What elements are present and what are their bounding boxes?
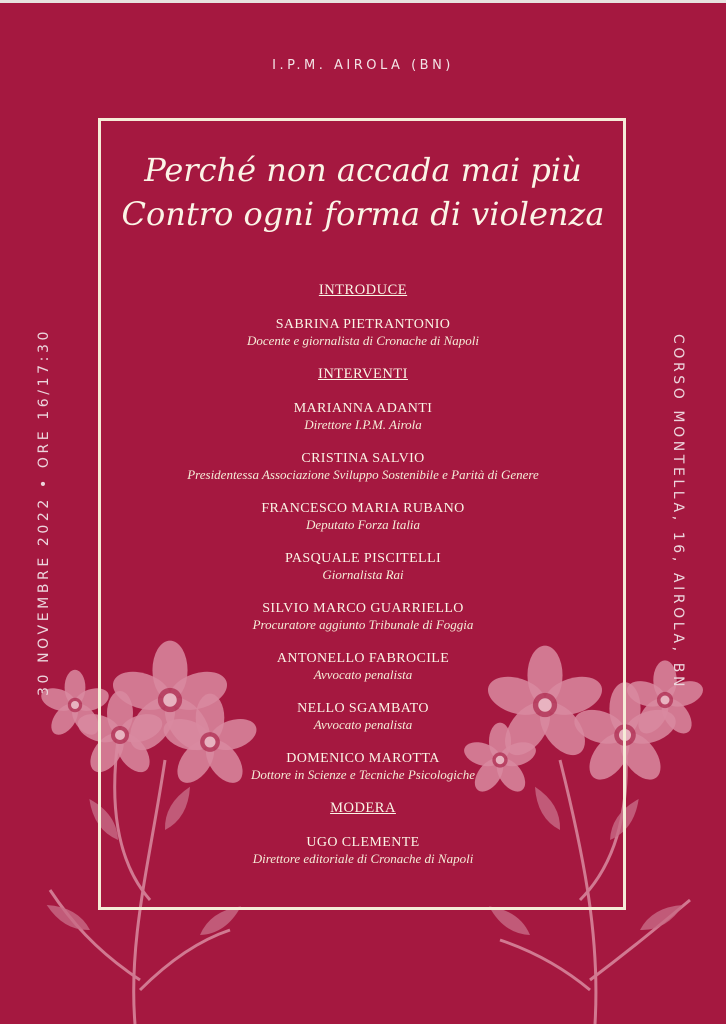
speaker-role: Avvocato penalista: [313, 667, 413, 682]
speaker-name: SABRINA PIETRANTONIO: [275, 317, 451, 332]
speaker-item: [100, 750, 626, 783]
speaker-name: CRISTINA SALVIO: [301, 451, 425, 466]
speaker-role: Avvocato penalista: [313, 717, 413, 732]
speaker-item: [100, 400, 626, 433]
speaker-name: PASQUALE PISCITELLI: [284, 551, 442, 566]
speaker-role: Direttore editoriale di Cronache di Napoli: [252, 851, 474, 866]
speaker-name: DOMENICO MAROTTA: [286, 751, 440, 766]
speaker-name: FRANCESCO MARIA RUBANO: [261, 501, 465, 516]
speaker-name: SILVIO MARCO GUARRIELLO: [262, 601, 464, 616]
speaker-item: [100, 600, 626, 633]
speaker-item: [100, 450, 626, 483]
speaker-item: [100, 500, 626, 533]
speaker-role: Deputato Forza Italia: [305, 517, 421, 532]
speaker-role: Docente e giornalista di Cronache di Napoli: [246, 333, 480, 348]
speaker-name: MARIANNA ADANTI: [293, 401, 433, 416]
speaker-role: Giornalista Rai: [322, 567, 404, 582]
venue-header: I.P.M. AIROLA (BN): [272, 58, 454, 73]
speaker-item: [100, 650, 626, 683]
title-line-2: Contro ogni forma di violenza: [121, 195, 605, 233]
speaker-item: [100, 550, 626, 583]
section-introduce: INTRODUCE: [318, 282, 408, 298]
speaker-role: Dottore in Scienze e Tecniche Psicologiche: [251, 767, 475, 782]
speaker-role: Presidentessa Associazione Sviluppo Sostenibile e Parità di Genere: [187, 467, 539, 482]
introducer: [100, 316, 626, 349]
speaker-name: UGO CLEMENTE: [306, 835, 420, 850]
speaker-role: Procuratore aggiunto Tribunale di Foggia: [252, 617, 474, 632]
speaker-name: ANTONELLO FABROCILE: [276, 651, 450, 666]
title-line-1: Perché non accada mai più: [144, 151, 582, 189]
poster-title: [0, 148, 726, 236]
program-list: [100, 282, 626, 884]
speaker-role: Direttore I.P.M. Airola: [304, 417, 422, 432]
speaker-name: NELLO SGAMBATO: [297, 701, 429, 716]
date-time-vertical: 30 NOVEMBRE 2022 • ORE 16/17:30: [36, 328, 52, 696]
address-vertical: CORSO MONTELLA, 16, AIROLA, BN: [670, 333, 686, 691]
section-interventi: INTERVENTI: [317, 366, 408, 382]
speaker-item: [100, 700, 626, 733]
moderator: [100, 834, 626, 867]
section-modera: MODERA: [330, 800, 396, 816]
